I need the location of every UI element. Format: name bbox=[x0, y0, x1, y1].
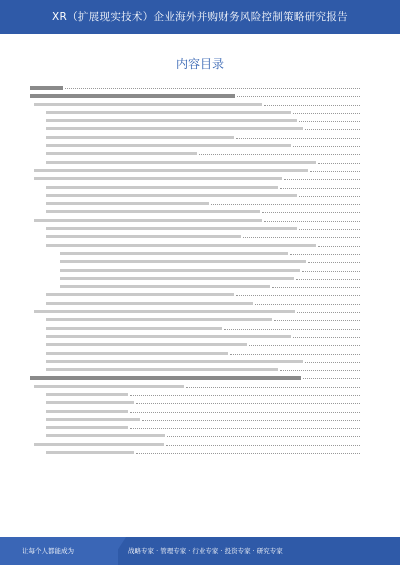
toc-entry[interactable] bbox=[30, 266, 368, 274]
page-title: 内容目录 bbox=[175, 57, 224, 71]
toc-entry-text-placeholder bbox=[34, 310, 295, 313]
toc-entry[interactable] bbox=[30, 224, 368, 232]
toc-entry-text-placeholder bbox=[46, 244, 316, 247]
toc-leader-dots bbox=[130, 395, 360, 396]
toc-entry-text-placeholder bbox=[34, 219, 262, 222]
toc-entry-text-placeholder bbox=[46, 410, 128, 413]
toc-leader-dots bbox=[290, 254, 360, 255]
toc-leader-dots bbox=[299, 121, 360, 122]
toc-entry-text-placeholder bbox=[46, 186, 278, 189]
toc-entry[interactable] bbox=[30, 191, 368, 199]
toc-entry[interactable] bbox=[30, 141, 368, 149]
toc-leader-dots bbox=[186, 387, 360, 388]
toc-entry[interactable] bbox=[30, 166, 368, 174]
toc-leader-dots bbox=[142, 420, 360, 421]
toc-entry[interactable] bbox=[30, 357, 368, 365]
toc-entry-text-placeholder bbox=[30, 376, 301, 380]
toc-leader-dots bbox=[243, 237, 360, 238]
toc-leader-dots bbox=[136, 453, 360, 454]
toc-leader-dots bbox=[130, 428, 360, 429]
toc-leader-dots bbox=[262, 212, 360, 213]
toc-leader-dots bbox=[280, 370, 360, 371]
toc-leader-dots bbox=[272, 287, 360, 288]
toc-entry-text-placeholder bbox=[34, 103, 262, 106]
toc-entry-text-placeholder bbox=[46, 451, 134, 454]
toc-entry-text-placeholder bbox=[46, 144, 291, 147]
toc-chapter[interactable] bbox=[30, 83, 368, 91]
toc-leader-dots bbox=[236, 138, 360, 139]
toc-leader-dots bbox=[230, 354, 360, 355]
toc-entry[interactable] bbox=[30, 249, 368, 257]
toc-entry-text-placeholder bbox=[30, 86, 63, 90]
toc-entry-text-placeholder bbox=[46, 202, 209, 205]
toc-entry[interactable] bbox=[30, 431, 368, 439]
toc-entry-text-placeholder bbox=[46, 335, 291, 338]
toc-entry-text-placeholder bbox=[46, 343, 247, 346]
toc-leader-dots bbox=[166, 445, 360, 446]
footer-divider bbox=[108, 537, 126, 565]
toc-leader-dots bbox=[302, 271, 360, 272]
toc-entry-text-placeholder bbox=[46, 136, 234, 139]
toc-entry-text-placeholder bbox=[46, 227, 297, 230]
toc-entry-text-placeholder bbox=[46, 327, 222, 330]
toc-leader-dots bbox=[284, 179, 360, 180]
toc-entry[interactable] bbox=[30, 398, 368, 406]
toc-entry-text-placeholder bbox=[60, 269, 300, 272]
toc-entry[interactable] bbox=[30, 407, 368, 415]
toc-leader-dots bbox=[249, 345, 360, 346]
toc-leader-dots bbox=[264, 221, 360, 222]
toc-entry-text-placeholder bbox=[46, 360, 303, 363]
toc-entry[interactable] bbox=[30, 448, 368, 456]
toc-leader-dots bbox=[305, 129, 360, 130]
toc-entry-text-placeholder bbox=[46, 302, 253, 305]
toc-leader-dots bbox=[299, 196, 360, 197]
toc-entry[interactable] bbox=[30, 349, 368, 357]
toc-entry-text-placeholder bbox=[60, 252, 288, 255]
toc-leader-dots bbox=[293, 146, 360, 147]
header-banner bbox=[0, 0, 400, 34]
toc-entry-text-placeholder bbox=[46, 194, 297, 197]
toc-leader-dots bbox=[303, 378, 360, 379]
toc-leader-dots bbox=[199, 154, 360, 155]
toc-entry-text-placeholder bbox=[46, 426, 128, 429]
toc-leader-dots bbox=[130, 412, 360, 413]
toc-entry[interactable] bbox=[30, 290, 368, 298]
toc-leader-dots bbox=[308, 262, 360, 263]
footer-bar bbox=[0, 537, 400, 565]
toc-entry[interactable] bbox=[30, 274, 368, 282]
toc-entry[interactable] bbox=[30, 149, 368, 157]
footer-tagline: 战略专家 · 管理专家 · 行业专家 · 投资专家 · 研究专家 bbox=[128, 547, 283, 555]
toc-entry[interactable] bbox=[30, 241, 368, 249]
table-of-contents bbox=[30, 83, 368, 456]
toc-leader-dots bbox=[136, 403, 360, 404]
toc-leader-dots bbox=[310, 171, 360, 172]
toc-leader-dots bbox=[318, 246, 360, 247]
toc-entry[interactable] bbox=[30, 390, 368, 398]
toc-entry[interactable] bbox=[30, 216, 368, 224]
toc-entry[interactable] bbox=[30, 207, 368, 215]
toc-entry[interactable] bbox=[30, 257, 368, 265]
toc-leader-dots bbox=[293, 337, 360, 338]
toc-entry-text-placeholder bbox=[46, 418, 140, 421]
toc-entry-text-placeholder bbox=[60, 277, 294, 280]
toc-entry-text-placeholder bbox=[46, 152, 197, 155]
toc-entry[interactable] bbox=[30, 315, 368, 323]
toc-entry[interactable] bbox=[30, 174, 368, 182]
toc-entry-text-placeholder bbox=[34, 385, 184, 388]
toc-leader-dots bbox=[211, 204, 360, 205]
toc-entry[interactable] bbox=[30, 133, 368, 141]
toc-entry[interactable] bbox=[30, 183, 368, 191]
toc-entry[interactable] bbox=[30, 423, 368, 431]
toc-leader-dots bbox=[237, 96, 360, 97]
toc-entry-text-placeholder bbox=[46, 368, 278, 371]
toc-leader-dots bbox=[297, 312, 360, 313]
toc-entry-text-placeholder bbox=[46, 352, 228, 355]
toc-entry[interactable] bbox=[30, 307, 368, 315]
toc-entry[interactable] bbox=[30, 199, 368, 207]
toc-chapter[interactable] bbox=[30, 373, 368, 381]
toc-leader-dots bbox=[305, 362, 360, 363]
toc-entry-text-placeholder bbox=[46, 434, 165, 437]
toc-entry[interactable] bbox=[30, 332, 368, 340]
toc-entry-text-placeholder bbox=[46, 161, 316, 164]
toc-entry-text-placeholder bbox=[46, 318, 272, 321]
toc-entry[interactable] bbox=[30, 440, 368, 448]
toc-entry-text-placeholder bbox=[30, 94, 235, 98]
toc-entry-text-placeholder bbox=[46, 210, 260, 213]
toc-entry[interactable] bbox=[30, 365, 368, 373]
toc-leader-dots bbox=[280, 188, 360, 189]
toc-leader-dots bbox=[65, 88, 360, 89]
toc-entry-text-placeholder bbox=[46, 401, 134, 404]
toc-entry[interactable] bbox=[30, 100, 368, 108]
toc-leader-dots bbox=[224, 329, 360, 330]
toc-entry[interactable] bbox=[30, 340, 368, 348]
toc-chapter[interactable] bbox=[30, 91, 368, 99]
toc-leader-dots bbox=[274, 320, 360, 321]
toc-leader-dots bbox=[264, 105, 360, 106]
toc-entry-text-placeholder bbox=[46, 127, 303, 130]
toc-entry[interactable] bbox=[30, 282, 368, 290]
toc-entry-text-placeholder bbox=[60, 260, 306, 263]
toc-leader-dots bbox=[318, 163, 360, 164]
toc-entry-text-placeholder bbox=[46, 111, 291, 114]
toc-entry-text-placeholder bbox=[34, 443, 164, 446]
toc-entry-text-placeholder bbox=[46, 235, 241, 238]
toc-entry[interactable] bbox=[30, 415, 368, 423]
toc-entry[interactable] bbox=[30, 324, 368, 332]
toc-entry[interactable] bbox=[30, 116, 368, 124]
toc-entry[interactable] bbox=[30, 124, 368, 132]
toc-leader-dots bbox=[255, 304, 360, 305]
toc-leader-dots bbox=[167, 436, 360, 437]
toc-entry-text-placeholder bbox=[34, 177, 282, 180]
toc-entry[interactable] bbox=[30, 299, 368, 307]
footer-slogan: 让每个人都能成为 bbox=[22, 547, 74, 555]
toc-entry[interactable] bbox=[30, 108, 368, 116]
toc-entry-text-placeholder bbox=[46, 119, 297, 122]
toc-entry[interactable] bbox=[30, 382, 368, 390]
toc-leader-dots bbox=[293, 113, 360, 114]
toc-leader-dots bbox=[296, 279, 360, 280]
toc-leader-dots bbox=[236, 295, 360, 296]
toc-entry-text-placeholder bbox=[34, 169, 308, 172]
toc-entry-text-placeholder bbox=[46, 393, 128, 396]
report-title: XR（扩展现实技术）企业海外并购财务风险控制策略研究报告 bbox=[52, 11, 348, 23]
toc-entry[interactable] bbox=[30, 232, 368, 240]
toc-entry[interactable] bbox=[30, 158, 368, 166]
toc-leader-dots bbox=[299, 229, 360, 230]
toc-entry-text-placeholder bbox=[60, 285, 270, 288]
toc-entry-text-placeholder bbox=[46, 293, 234, 296]
